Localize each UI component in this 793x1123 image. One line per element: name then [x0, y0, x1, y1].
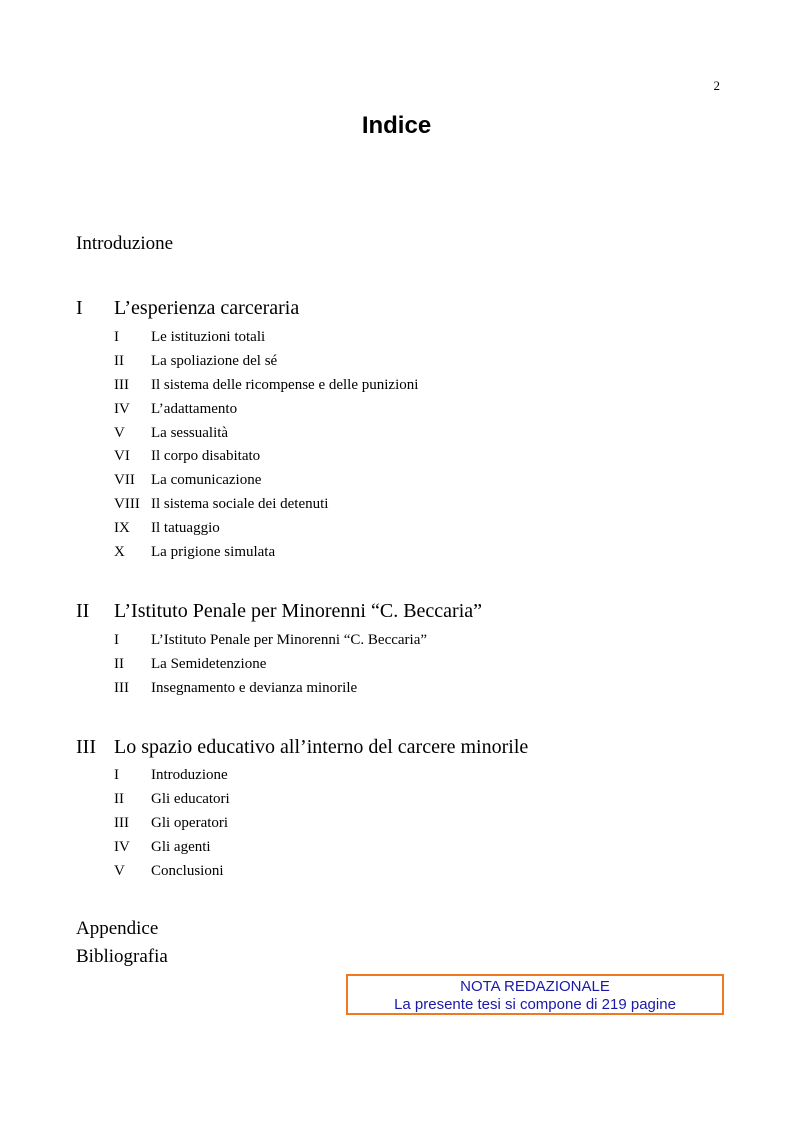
section-title: La spoliazione del sé [151, 353, 278, 369]
section-number: VII [114, 472, 135, 488]
chapter-title: L’Istituto Penale per Minorenni “C. Beccaria” [114, 600, 483, 622]
page-number: 2 [713, 78, 720, 93]
section-title: Gli operatori [151, 815, 229, 831]
section-title: Gli educatori [151, 791, 230, 807]
chapter-number: II [76, 600, 90, 622]
section-title: Gli agenti [151, 839, 211, 855]
section-number: VIII [114, 496, 140, 512]
section-title: La prigione simulata [151, 544, 276, 560]
chapter-title: Lo spazio educativo all’interno del carcere minorile [114, 736, 529, 758]
section-title: Introduzione [151, 767, 228, 783]
section-title: Il corpo disabitato [151, 448, 261, 464]
section-number: V [114, 863, 125, 879]
section-title: La sessualità [151, 425, 229, 441]
chapter-title: L’esperienza carceraria [114, 297, 300, 319]
section-title: Insegnamento e devianza minorile [151, 680, 358, 696]
section-number: IV [114, 401, 130, 417]
section-number: II [114, 656, 124, 672]
chapter-number: III [76, 736, 96, 758]
section-number: I [114, 329, 119, 345]
section-number: X [114, 544, 125, 560]
toc-bibliography: Bibliografia [76, 946, 168, 967]
section-title: La Semidetenzione [151, 656, 267, 672]
section-number: V [114, 425, 125, 441]
section-title: La comunicazione [151, 472, 262, 488]
section-number: IV [114, 839, 130, 855]
editorial-note-heading: NOTA REDAZIONALE [460, 978, 610, 995]
chapter-number: I [76, 297, 83, 319]
section-number: I [114, 632, 119, 648]
section-number: II [114, 353, 124, 369]
section-number: III [114, 680, 129, 696]
toc-introduction: Introduzione [76, 233, 174, 254]
section-title: Conclusioni [151, 863, 224, 879]
section-number: III [114, 815, 129, 831]
section-title: Il sistema delle ricompense e delle punizioni [151, 377, 419, 393]
page-title: Indice [361, 112, 432, 139]
section-title: Il sistema sociale dei detenuti [151, 496, 329, 512]
section-number: IX [114, 520, 130, 536]
toc-appendix: Appendice [76, 918, 159, 939]
editorial-note-text: La presente tesi si compone di 219 pagine [394, 996, 676, 1013]
section-number: I [114, 767, 119, 783]
section-number: VI [114, 448, 130, 464]
section-title: L’Istituto Penale per Minorenni “C. Beccaria” [151, 632, 428, 648]
section-number: II [114, 791, 124, 807]
section-title: Il tatuaggio [151, 520, 220, 536]
section-number: III [114, 377, 129, 393]
editorial-note-box [346, 974, 724, 1015]
section-title: Le istituzioni totali [151, 329, 266, 345]
section-title: L’adattamento [151, 401, 238, 417]
